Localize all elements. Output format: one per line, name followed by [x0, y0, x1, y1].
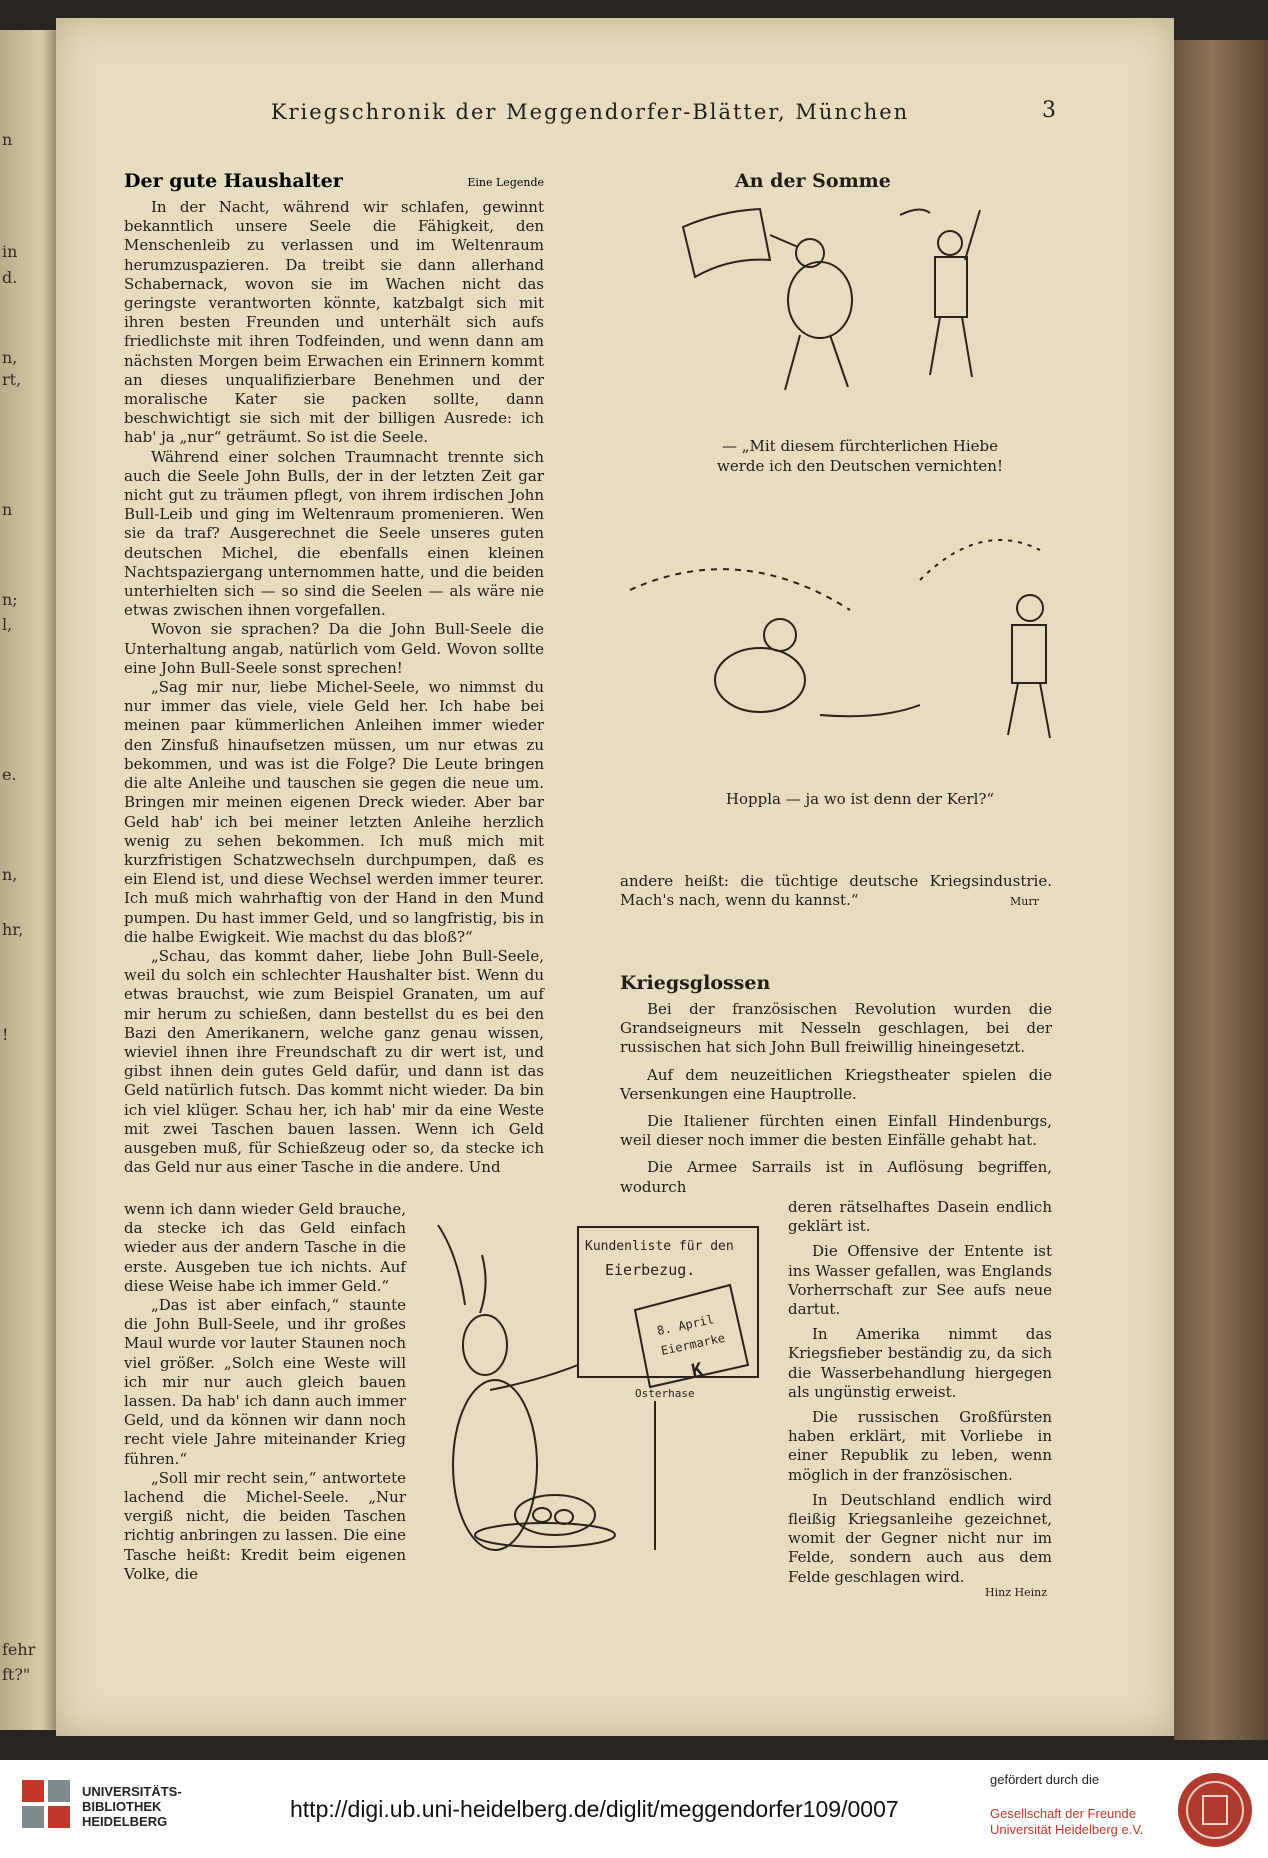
paragraph: „Soll mir recht sein,“ antwortete lachend die Michel-Seele. „Nur vergiß nicht, die beiden Taschen richtig anbringen zu lassen. Die eine Tasche heißt: Kredit beim eigenen Volke, die [124, 1468, 406, 1583]
article-title: Der gute Haushalter [124, 170, 343, 192]
saber [900, 209, 930, 215]
ub-logo-icon [22, 1780, 74, 1830]
michel-body [1012, 625, 1046, 683]
paragraph: „Sag mir nur, liebe Michel-Seele, wo nimmst du nur immer das viele, viele Geld her. Ich habe bei meinen paar kümmerlichen Anleihen immer wieder den Zinsfuß hinaufsetzen müssen, um nur etwas zu bekommen, und was ist die Folge? Die Leute bringen die alte Anleihe und tauschen sie gegen die neue um. Bringen mir meinen eigenen Dreck wieder. Aber bar Geld hab' ich bei meiner letzten Anleihe herzlich wenig zu sehen bekommen. Ich muß mich mit kurzfristigen Schatzwechseln durchpumpen, daß es ein Elend ist, und diese Wechsel werden immer teurer. Ich muß mich wahrhaftig von der Hand in den Mund pumpen. Du hast immer Geld, und so langfristig, bis in die halbe Ewigkeit. Wie machst du das bloß?“ [124, 678, 544, 946]
prev-fragment: hr, [2, 920, 24, 939]
article-continuation: andere heißt: die tüchtige deutsche Kriegsindustrie. Mach's nach, wenn du kannst.“ [620, 872, 1052, 910]
prev-fragment: e. [2, 765, 17, 784]
john-bull-body [788, 262, 852, 338]
paragraph: Auf dem neuzeitlichen Kriegstheater spielen die Versenkungen eine Hauptrolle. [620, 1065, 1052, 1103]
glossen-body [620, 1000, 1052, 1205]
hare-arm [490, 1365, 578, 1390]
library-line: UNIVERSITÄTS- [82, 1784, 182, 1799]
cartoon-caption-one: — „Mit diesem fürchterlichen Hiebe werde ich den Deutschen vernichten! [717, 437, 1003, 475]
paragraph: deren rätselhaftes Dasein endlich geklärt ist. [788, 1198, 1052, 1236]
paragraph: Die Armee Sarrails ist in Auflösung begriffen, wodurch [620, 1158, 1052, 1196]
author: Hinz Heinz [985, 1586, 1047, 1599]
footer-bar [0, 1760, 1268, 1858]
egg [555, 1510, 573, 1524]
glossen-title: Kriegsglossen [620, 972, 771, 994]
sign-subtitle: Eierbezug. [605, 1261, 696, 1279]
card-letter: K [689, 1359, 705, 1382]
prev-fragment: rt, [2, 370, 22, 389]
paragraph: Die Italiener fürchten einen Einfall Hindenburgs, weil dieser noch immer die besten Einfälle gehabt hat. [620, 1112, 1052, 1150]
sword [820, 705, 920, 716]
sponsor-line: Universität Heidelberg e.V. [990, 1822, 1144, 1837]
john-bull-body [715, 648, 805, 712]
prev-fragment: ft?" [2, 1665, 31, 1684]
michel-body [935, 257, 967, 317]
sponsor-intro: gefördert durch die [990, 1772, 1100, 1787]
university-seal-icon [1175, 1770, 1255, 1850]
michel-legs [1008, 683, 1050, 738]
prev-fragment: n [2, 500, 13, 519]
swing-arc [630, 569, 850, 610]
card-label: Eiermarke [659, 1330, 727, 1358]
card-date: 8. April [655, 1312, 716, 1338]
john-bull-head [764, 619, 796, 651]
paragraph: In der Nacht, während wir schlafen, gewinnt bekanntlich unsere Seele die Fähigkeit, den Menschenleib zu verlassen und im Weltenraum herumzuspazieren. Da treibt sie dann allerhand Schabernack, wovon sie im Wachen nicht das geringste verantworten könnte, katzbalgt sich mit ihren besten Freunden und unterhält sich aufs friedlichste mit ihren Todfeinden, und wenn dann am nächsten Morgen beim Erwachen ein Erinnern kommt an dieses unqualifizierbare Benehmen und der moralische Kater sie packen sollte, dann beschwichtigt sie sich mit der billigen Ausrede: ich hab' ja „nur“ geträumt. So ist die Seele. [124, 198, 544, 447]
library-line: BIBLIOTHEK [82, 1799, 162, 1814]
paragraph: In Deutschland endlich wird fleißig Kriegsanleihe gezeichnet, womit der Gegner nicht nur im Felde, sondern auch aus dem Felde geschlagen wird. [788, 1490, 1052, 1586]
sponsor-line: Gesellschaft der Freunde [990, 1806, 1136, 1821]
hare-body [453, 1380, 537, 1550]
paragraph: „Schau, das kommt daher, liebe John Bull-Seele, weil du solch ein schlechter Haushalter bist. Wenn du etwas brauchst, wie zum Beispiel Granaten, um auf mir herum zu schießen, dann bestellst du es bei den Bazi den Amerikanern, welche ganz genau wissen, wieviel ihnen ihre Freundschaft zu dir wert ist, und gibst ihnen dein gutes Geld dafür, und dann ist das Geld natürlich futsch. Das kommt nicht wieder. Da bin ich viel klüger. Schau her, ich hab' mir da eine Weste mit zwei Taschen bauen lassen. Wenn ich Geld ausgeben muß, für Schießzeug oder so, da stecke ich das Geld nur aus einer Tasche in die andere. Und [124, 946, 544, 1177]
paragraph: Wovon sie sprachen? Da die John Bull-Seele die Unterhaltung angab, natürlich vom Geld. Wovon sollte eine John Bull-Seele sonst sprechen! [124, 620, 544, 677]
paragraph: Bei der französischen Revolution wurden die Grandseigneurs mit Nesseln geschlagen, bei der russischen hat sich John Bull freiwillig hineingesetzt. [620, 1000, 1052, 1057]
permalink[interactable]: http://digi.ub.uni-heidelberg.de/diglit/meggendorfer109/0007 [290, 1796, 899, 1822]
egg [533, 1508, 551, 1522]
author: Murr [1010, 895, 1039, 908]
article-body [124, 198, 544, 1177]
cartoon-panel-two [620, 530, 1060, 760]
michel-legs [930, 210, 980, 377]
sword [770, 235, 798, 247]
article-title-row [124, 170, 544, 194]
cartoon-caption-two: Hoppla — ja wo ist denn der Kerl?“ [725, 790, 995, 808]
john-bull-legs [785, 335, 848, 390]
book-edge [1174, 40, 1268, 1740]
cartoon-panel-one [680, 205, 1040, 405]
prev-fragment: in [2, 242, 18, 261]
running-title: Kriegschronik der Meggendorfer-Blätter, München [270, 100, 910, 124]
previous-page-edge [0, 30, 60, 1730]
library-line: HEIDELBERG [82, 1814, 168, 1829]
article-body-narrow [124, 1200, 406, 1584]
glossen-body-narrow [788, 1198, 1052, 1593]
prev-fragment: l, [2, 615, 13, 634]
paragraph: Während einer solchen Traumnacht trennte sich auch die Seele John Bulls, der in der letzten Zeit gar nicht gut zu träumen pflegt, von ihrem irdischen John Bull-Leib und ging im Weltenraum promenieren. Wen sie da traf? Ausgerechnet die Seele unseres guten deutschen Michel, die ebenfalls einen kleinen Nachtspaziergang unternommen hatte, und die beiden unterhielten sich — so sind die Seelen — als wäre nie etwas zwischen ihnen vorgefallen. [124, 447, 544, 620]
library-name [82, 1784, 182, 1829]
flag-drawing [683, 209, 770, 277]
hare-head [463, 1315, 507, 1375]
prev-fragment: n, [2, 865, 18, 884]
prev-fragment: n, [2, 348, 18, 367]
prev-fragment: ! [2, 1025, 9, 1044]
sponsor-name [990, 1806, 1143, 1838]
prev-fragment: n [2, 130, 13, 149]
hare-ears [438, 1225, 486, 1313]
paragraph: Die russischen Großfürsten haben erklärt, mit Vorliebe in einer Republik zu leben, wenn möglich in der französischen. [788, 1408, 1052, 1484]
paragraph: wenn ich dann wieder Geld brauche, da stecke ich das Geld einfach wieder aus der andern Tasche in die erste. Ausgeben tue ich nichts. Auf diese Weise habe ich immer Geld.“ [124, 1200, 406, 1295]
easter-hare-cartoon [410, 1215, 785, 1600]
paragraph: Die Offensive der Entente ist ins Wasser gefallen, was Englands Vorherrschaft zur See aufs neue dartut. [788, 1242, 1052, 1319]
page-number: 3 [1042, 98, 1056, 123]
prev-fragment: fehr [2, 1640, 36, 1659]
prev-fragment: n; [2, 590, 18, 609]
paragraph: „Das ist aber einfach,“ staunte die John Bull-Seele, und ihr großes Maul wurde vor lauter Staunen noch viel größer. „Solch eine Weste will ich mir nur auch gleich bauen lassen. Da hab' ich dann auch immer Geld, und da können wir dann noch recht viele Jahre miteinander Krieg führen.“ [124, 1296, 406, 1468]
swing-arc [920, 540, 1040, 580]
paragraph: In Amerika nimmt das Kriegsfieber beständig zu, da sich die Wasserbehandlung hiergegen als ungünstig erweist. [788, 1325, 1052, 1401]
signature: Osterhase [635, 1387, 695, 1400]
cartoon-title: An der Somme [735, 170, 891, 192]
michel-head [938, 231, 962, 255]
michel-head [1017, 595, 1043, 621]
article-subtitle: Eine Legende [467, 176, 544, 189]
prev-fragment: d. [2, 268, 18, 287]
sign-title: Kundenliste für den [585, 1239, 734, 1254]
